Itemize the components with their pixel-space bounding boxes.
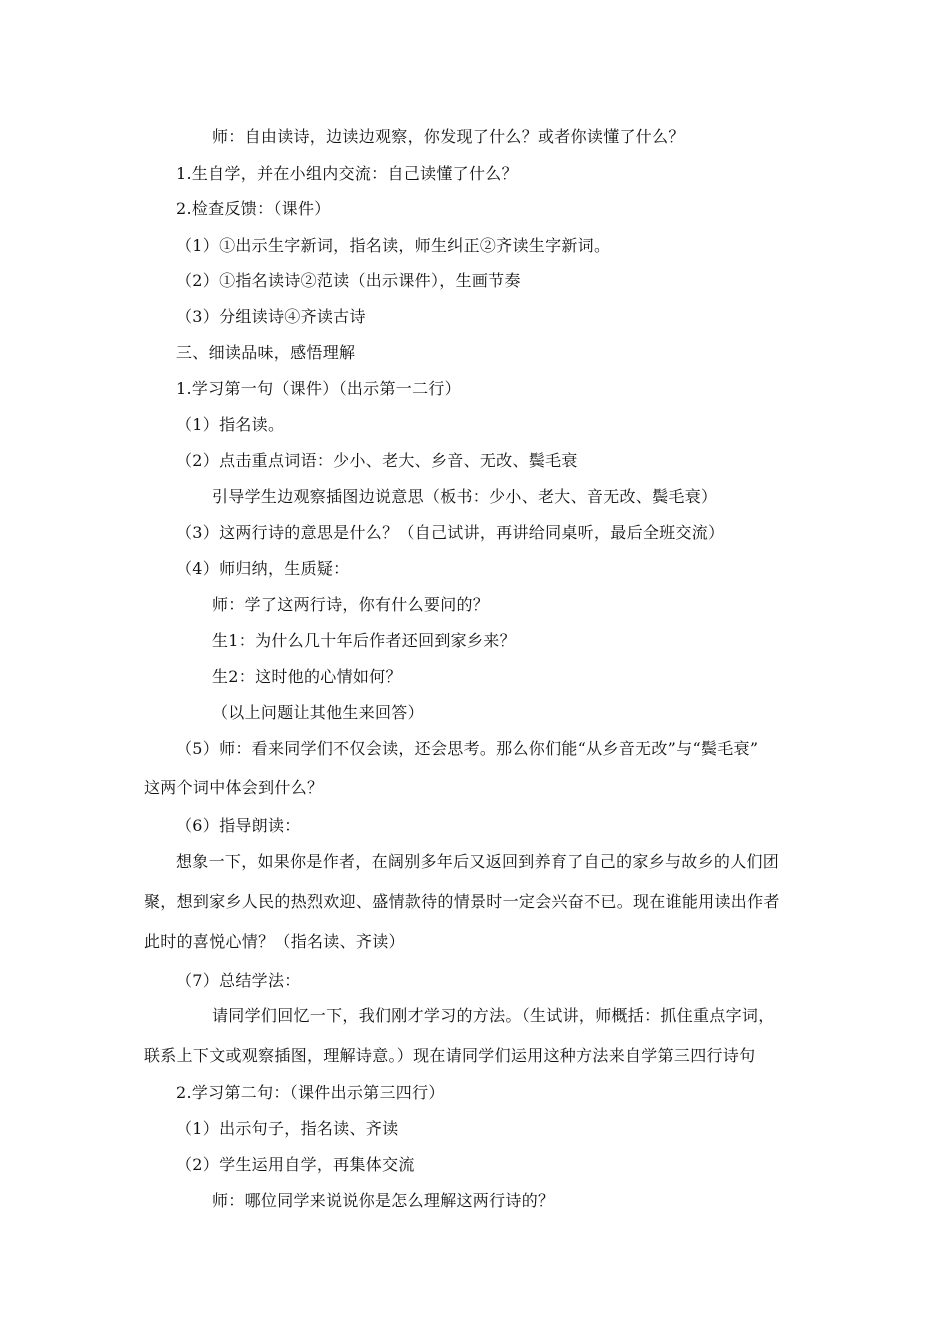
text-line: （1）指名读。 bbox=[176, 415, 285, 434]
text-line: 师：自由读诗，边读边观察，你发现了什么？或者你读懂了什么？ bbox=[212, 127, 685, 146]
text-line: （6）指导朗读： bbox=[176, 816, 301, 835]
text-line: （2）①指名读诗②范读（出示课件），生画节奏 bbox=[176, 271, 521, 290]
text-line: 此时的喜悦心情？（指名读、齐读） bbox=[144, 932, 405, 951]
text-line: （2）学生运用自学，再集体交流 bbox=[176, 1155, 415, 1174]
text-line: 想象一下，如果你是作者，在阔别多年后又返回到养育了自己的家乡与故乡的人们团 bbox=[176, 852, 780, 871]
text-line: 请同学们回忆一下，我们刚才学习的方法。（生试讲，师概括：抓住重点字词， bbox=[212, 1006, 775, 1025]
text-line: 聚，想到家乡人民的热烈欢迎、盛情款待的情景时一定会兴奋不已。现在谁能用读出作者 bbox=[144, 892, 780, 911]
text-line: （5）师：看来同学们不仅会读，还会思考。那么你们能“从乡音无改”与“鬓毛衰” bbox=[176, 739, 759, 758]
text-line: 2.学习第二句：（课件出示第三四行） bbox=[176, 1083, 445, 1102]
text-line: 1.学习第一句（课件）（出示第一二行） bbox=[176, 379, 461, 398]
text-line: （1）①出示生字新词，指名读，师生纠正②齐读生字新词。 bbox=[176, 236, 611, 255]
text-line: 2.检查反馈：（课件） bbox=[176, 199, 331, 218]
text-line: （3）这两行诗的意思是什么？（自己试讲，再讲给同桌听，最后全班交流） bbox=[176, 523, 725, 542]
text-line: （3）分组读诗④齐读古诗 bbox=[176, 307, 366, 326]
text-line: 引导学生边观察插图边说意思（板书：少小、老大、音无改、鬓毛衰） bbox=[212, 487, 718, 506]
text-line: （7）总结学法： bbox=[176, 971, 301, 990]
text-line: （1）出示句子，指名读、齐读 bbox=[176, 1119, 399, 1138]
text-line: 师：哪位同学来说说你是怎么理解这两行诗的？ bbox=[212, 1191, 555, 1210]
text-line: 生2：这时他的心情如何？ bbox=[212, 667, 402, 686]
text-line: 师：学了这两行诗，你有什么要问的？ bbox=[212, 595, 490, 614]
text-line: （2）点击重点词语：少小、老大、乡音、无改、鬓毛衰 bbox=[176, 451, 578, 470]
text-line: 生1：为什么几十年后作者还回到家乡来？ bbox=[212, 631, 516, 650]
text-line: 这两个词中体会到什么？ bbox=[144, 778, 324, 797]
text-line: （以上问题让其他生来回答） bbox=[212, 703, 424, 722]
text-line: 联系上下文或观察插图，理解诗意。）现在请同学们运用这种方法来自学第三四行诗句 bbox=[144, 1046, 756, 1065]
text-line: 1.生自学，并在小组内交流：自己读懂了什么？ bbox=[176, 164, 518, 183]
section-heading: 三、细读品味，感悟理解 bbox=[176, 343, 356, 362]
text-line: （4）师归纳，生质疑： bbox=[176, 559, 350, 578]
